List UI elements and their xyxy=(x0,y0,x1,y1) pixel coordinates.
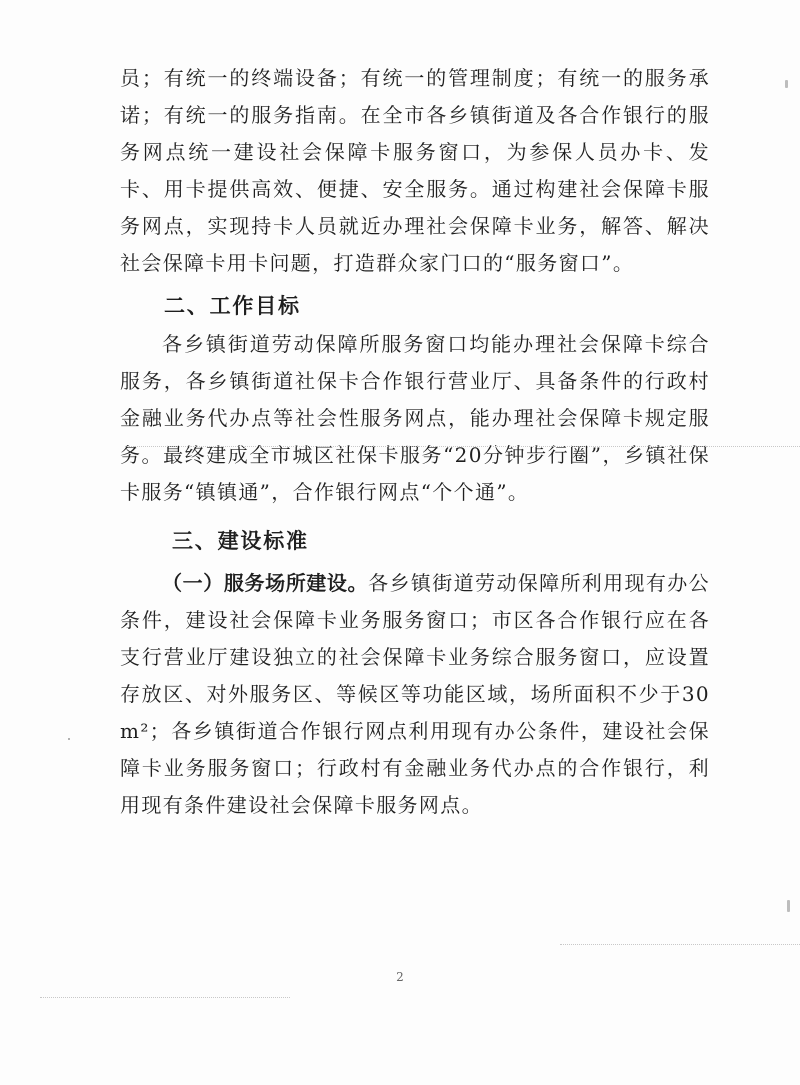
service-venue-body: 各乡镇街道劳动保障所利用现有办公条件，建设社会保障卡业务服务窗口；市区各合作银行应在各支行营业厅建设独立的社会保障卡业务综合服务窗口，应设置存放区、对外服务区、等候区等功能区域，场所面积不少于30 m²；各乡镇街道合作银行网点利用现有办公条件，建设社会保障卡业务服务窗口；行政村有金融业务代办点的合作银行，利用现有条件建设社会保障卡服务网点。 xyxy=(120,571,710,817)
scan-speck xyxy=(787,900,790,912)
scan-speck xyxy=(785,80,788,88)
scan-speck xyxy=(68,738,70,740)
section-heading-work-goals: 二、工作目标 xyxy=(164,294,301,318)
service-venue-paragraph xyxy=(120,565,710,824)
document-body xyxy=(120,60,710,824)
scan-artifact-line xyxy=(125,446,800,447)
intro-paragraph: 员；有统一的终端设备；有统一的管理制度；有统一的服务承诺；有统一的服务指南。在全市各乡镇街道及各合作银行的服务网点统一建设社会保障卡服务窗口，为参保人员办卡、发卡、用卡提供高效、便捷、安全服务。通过构建社会保障卡服务网点，实现持卡人员就近办理社会保障卡业务，解答、解决社会保障卡用卡问题，打造群众家门口的“服务窗口”。 xyxy=(120,66,710,275)
service-venue-subheading: （一）服务场所建设。 xyxy=(162,571,369,595)
section-heading-construction-standards: 三、建设标准 xyxy=(172,529,309,553)
scan-artifact-line xyxy=(560,944,800,945)
work-goals-paragraph: 各乡镇街道劳动保障所服务窗口均能办理社会保障卡综合服务，各乡镇街道社保卡合作银行营业厅、具备条件的行政村金融业务代办点等社会性服务网点，能办理社会保障卡规定服务。最终建成全市城区社保卡服务“20分钟步行圈”，乡镇社保卡服务“镇镇通”，合作银行网点“个个通”。 xyxy=(120,332,710,504)
page-number: 2 xyxy=(396,970,404,984)
scan-artifact-line xyxy=(40,997,290,998)
